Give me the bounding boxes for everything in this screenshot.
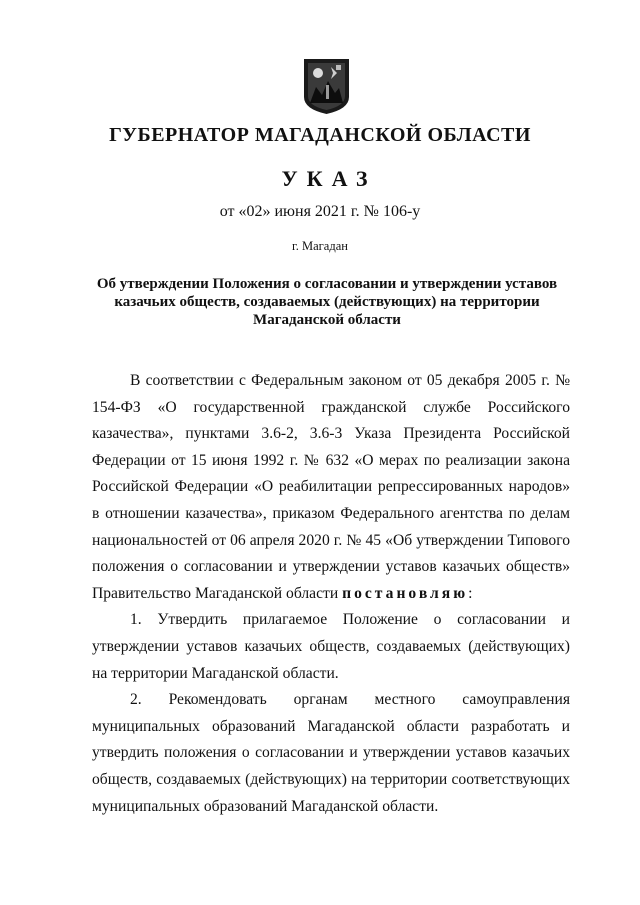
item-paragraph-2: 2. Рекомендовать органам местного самоуправления муниципальных образований Магаданской области разработать и утвердить положения о согласовании и утверждении уставов казачьих обществ, создаваемых (действующих) на территории соответствующих муниципальных образований Магаданской области. bbox=[92, 691, 570, 815]
coat-of-arms-icon bbox=[302, 57, 351, 116]
decree-body bbox=[92, 368, 570, 820]
authority-title: ГУБЕРНАТОР МАГАДАНСКОЙ ОБЛАСТИ bbox=[109, 124, 531, 146]
city-line: г. Магадан bbox=[292, 239, 348, 253]
preamble-paragraph bbox=[92, 368, 570, 607]
decree-word: постановляю bbox=[342, 584, 469, 602]
decree-title-line: Об утверждении Положения о согласовании и утверждении уставов bbox=[96, 276, 558, 292]
item-paragraph-1: 1. Утвердить прилагаемое Положение о согласовании и утверждении уставов казачьих обществ, создаваемых (действующих) на территории Магаданской области. bbox=[92, 611, 570, 682]
date-number-line: от «02» июня 2021 г. № 106-у bbox=[219, 203, 421, 220]
decree-title-line: Магаданской области bbox=[253, 312, 401, 328]
document-type: УКАЗ bbox=[281, 166, 377, 191]
preamble-text: В соответствии с Федеральным законом от 05 декабря 2005 г. № 154-ФЗ «О государственной гражданской службе Российского казачества», пунктами 3.6-2, 3.6-3 Указа Президента Российской Федерации от 15 июня 1992 г. № 632 «О мерах по реализации закона Российской Федерации «О реабилитации репрессированных народов» в отношении казачества», приказом Федерального агентства по делам национальностей от 06 апреля 2020 г. № 45 «Об утверждении Типового положения о согласовании и утверждении уставов казачьих обществ» Правительство Магаданской области bbox=[92, 372, 570, 602]
decree-title bbox=[92, 275, 562, 329]
decree-colon: : bbox=[468, 584, 473, 602]
decree-title-line: казачьих обществ, создаваемых (действующих) на территории bbox=[114, 294, 540, 310]
